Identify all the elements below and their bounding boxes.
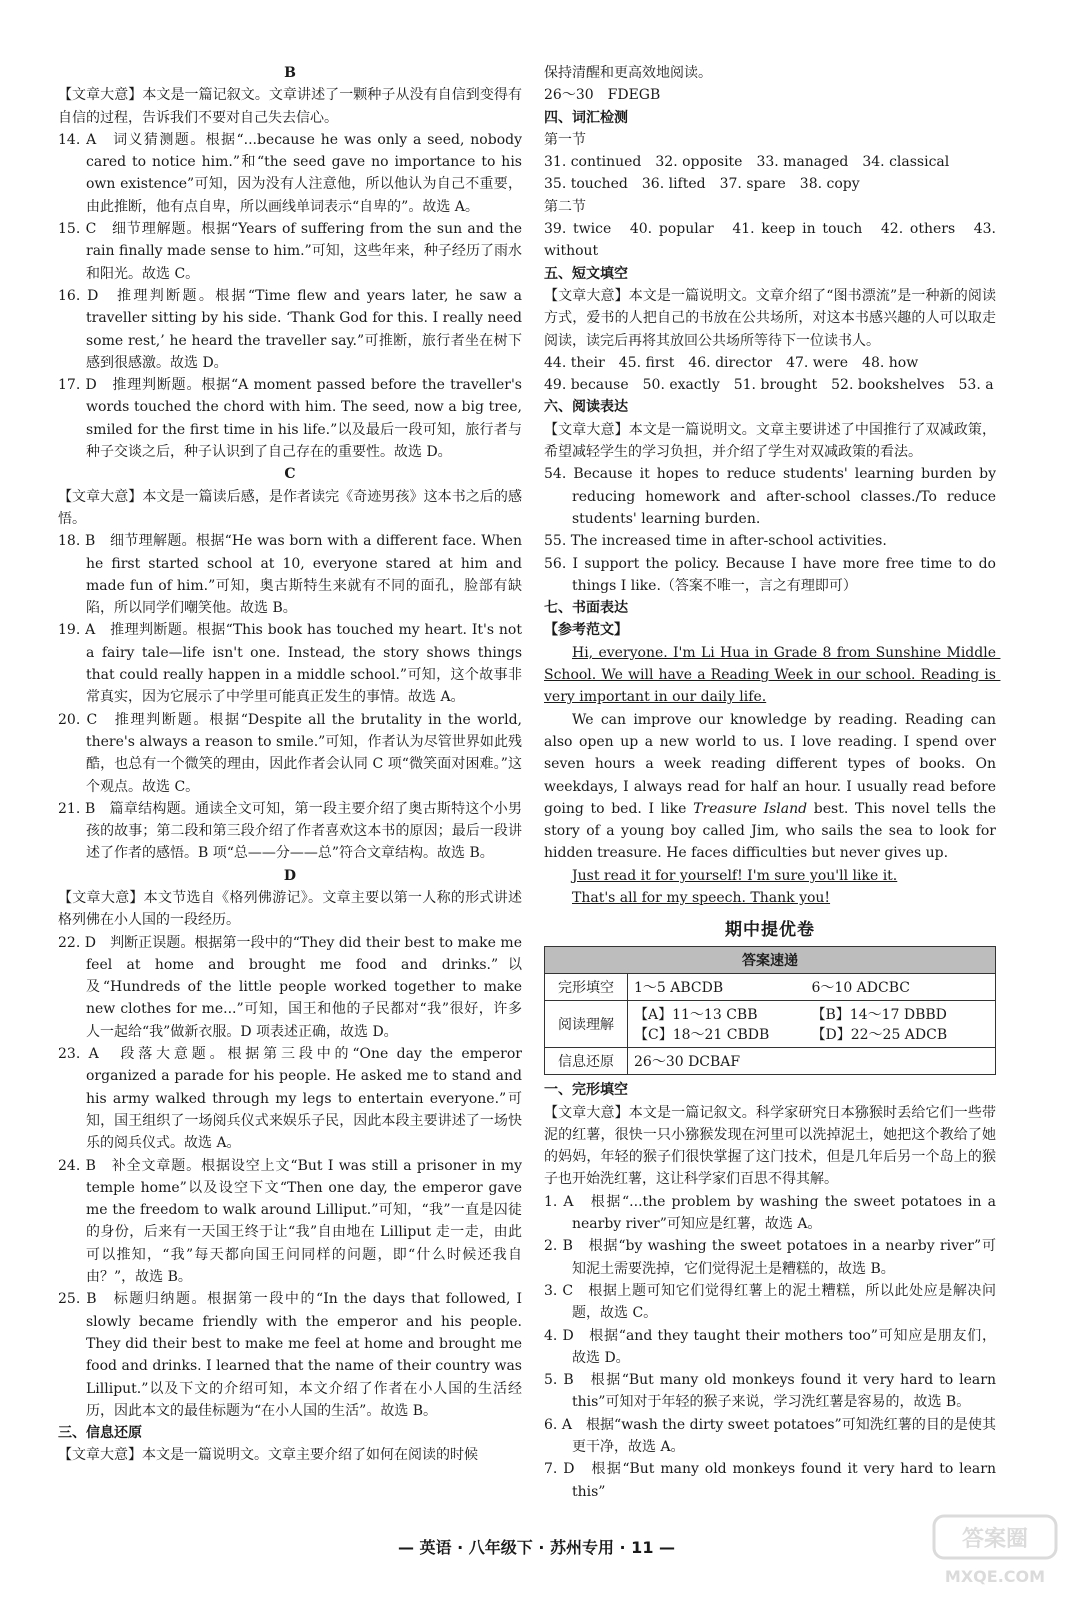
svg-text:MXQE.COM: MXQE.COM xyxy=(944,1567,1046,1586)
left-answer-item: 21. B 篇章结构题。通读全文可知，第一段主要介绍了奥古斯特这个小男孩的故事；第二段和第三段介绍了作者喜欢这本书的原因；最后一段讲述了作者的感悟。B 项“总——分——总”符合文章结构。故选 B。 xyxy=(58,800,522,862)
book-title: Treasure Island xyxy=(693,800,808,817)
essay-paragraph-1: Hi, everyone. I'm Li Hua in Grade 8 from Sunshine Middle School. We will have a Reading Week in our school. Reading is very important in our daily life. xyxy=(544,644,1001,706)
row-label-info: 信息还原 xyxy=(545,1048,628,1075)
essay-paragraph-4: That's all for my speech. Thank you! xyxy=(572,889,831,906)
right-bottom-block xyxy=(544,1079,1001,1503)
essay-paragraph-2: We can improve our knowledge by reading. Reading can also open up a new world to us. I love reading. I spend over seven hours a week reading different types of books. On weekdays, I always read for half an hour. I usually read before going to bed. I like Treasure Island best. This novel tells the story of a young boy called Jim, who sails the sea to look for hidden treasure. He faces difficulties but never gives up. xyxy=(544,711,1001,862)
right-paragraph: 第一节 xyxy=(544,131,586,148)
left-answer-item: 22. D 判断正误题。根据第一段中的“They did their best to make me feel at home and brought me food and drinks.”以及“Hundreds of the little people worked together to make new clothes for me...”可知，国王和他的子民都对“我”很好，许多人一起给“我”做新衣服。D 项表述正确，故选 D。 xyxy=(58,934,527,1040)
right-answer-item: 55. The increased time in after-school activities. xyxy=(544,533,887,550)
page-footer: — 英语 · 八年级下 · 苏州专用 · 11 — xyxy=(397,1538,676,1557)
right-paragraph: 第二节 xyxy=(544,198,586,215)
right-section-heading: 四、词汇检测 xyxy=(544,109,628,126)
right-top-block xyxy=(544,62,1001,642)
left-answer-item: 16. D 推理判断题。根据“Time flew and years later, he saw a traveller sitting by his side. ‘Thank God for this. I really need some rest,’ he heard the traveller say.”可推断，旅行者坐在树下感到很感激。故选 D。 xyxy=(58,287,527,371)
right-section-heading: 五、短文填空 xyxy=(544,265,628,282)
left-paragraph: 【文章大意】本文是一篇说明文。文章主要介绍了如何在阅读的时候 xyxy=(58,1447,478,1464)
right-paragraph: 26～30 FDEGB xyxy=(544,87,661,104)
right-answer-item: 56. I support the policy. Because I have more free time to do things I like.（答案不唯一，言之有理即可） xyxy=(544,555,1001,594)
right-paragraph: 【文章大意】本文是一篇记叙文。科学家研究日本猕猴时丢给它们一些带泥的红薯，很快一只小猕猴发现在河里可以洗掉泥土，她把这个教给了她的妈妈，年轻的猴子们很快掌握了这门技术，但是几年后另一个岛上的猴子也开始洗红薯，这让科学家们百思不得其解。 xyxy=(544,1104,996,1188)
row-values-reading: 【A】11～13 CBB 【B】14～17 DBBD 【C】18～21 CBDB 【D】22～25 ADCB xyxy=(628,1001,996,1048)
right-paragraph: 49. because 50. exactly 51. brought 52. bookshelves 53. a xyxy=(544,377,994,394)
left-column xyxy=(58,62,527,1467)
left-passage-heading: D xyxy=(283,867,297,884)
right-paragraph: 39. twice 40. popular 41. keep in touch 42. others 43. without xyxy=(544,221,1001,260)
right-section-heading: 一、完形填空 xyxy=(544,1082,628,1099)
right-answer-item: 1. A 根据“...the problem by washing the sweet potatoes in a nearby river”可知应是红薯，故选 A。 xyxy=(544,1193,1001,1233)
left-answer-item: 19. A 推理判断题。根据“This book has touched my heart. It's not a fairy tale—life isn't one. Instead, the story shows things that could really happen in a middle school.”可知，这个故事非常真实，因为它展示了中学里可能真正发生的事情。故选 A。 xyxy=(58,622,527,706)
right-paragraph: 保持清醒和更高效地阅读。 xyxy=(544,65,712,81)
left-answer-item: 24. B 补全文章题。根据设空上文“But I was still a prisoner in my temple home”以及设空下文“Then one day, the emperor gave me the freedom to walk around Lilliput.”可知，“我”一直是囚徒的身份，后来有一天国王终于让“我”自由地在 Lilliput 走一走，由此可以推知，“我”每天都向国王问同样的问题，即“什么时候还我自由？”，故选 B。 xyxy=(58,1157,527,1286)
left-passage-heading: B xyxy=(284,65,296,81)
watermark-logo xyxy=(930,1510,1060,1590)
right-section-heading: 六、阅读表达 xyxy=(544,399,628,416)
row-label-reading: 阅读理解 xyxy=(545,1001,628,1048)
left-passage-heading: C xyxy=(284,466,296,483)
right-answer-item: 6. A 根据“wash the dirty sweet potatoes”可知洗红薯的目的是使其更干净，故选 A。 xyxy=(544,1416,996,1456)
left-section-heading: 三、信息还原 xyxy=(58,1425,142,1442)
right-answer-item: 2. B 根据“by washing the sweet potatoes in a nearby river”可知泥土需要洗掉，它们觉得泥土是糟糕的，故选 B。 xyxy=(544,1238,996,1277)
answer-table-head: 答案速递 xyxy=(545,947,996,974)
row-values-info: 26～30 DCBAF xyxy=(628,1048,996,1075)
right-answer-item: 54. Because it hopes to reduce students' learning burden by reducing homework and after-school classes./To reduce students' learning burden. xyxy=(544,466,1001,527)
left-answer-item: 23. A 段落大意题。根据第三段中的“One day the emperor organized a parade for his people. He asked me to stand and his army walked through my legs to entertain everyone.”可知，国王组织了一场阅兵仪式来娱乐子民，因此本段主要讲述了一场快乐的阅兵仪式。故选 A。 xyxy=(58,1046,527,1152)
right-paragraph: 35. touched 36. lifted 37. spare 38. copy xyxy=(544,176,860,193)
essay-paragraph-3: Just read it for yourself! I'm sure you'll like it. xyxy=(572,867,898,884)
left-answer-item: 25. B 标题归纳题。根据第一段中的“In the days that followed, I slowly became friendly with the emperor and his people. They did their best to make me feel at home and brought me food and drinks. I learned that the name of their country was Lilliput.”以及下文的介绍可知，本文介绍了作者在小人国的生活经历，因此本文的最佳标题为“在小人国的生活”。故选 B。 xyxy=(58,1291,527,1419)
right-paragraph: 【文章大意】本文是一篇说明文。文章主要讲述了中国推行了双减政策，希望减轻学生的学习负担，并介绍了学生对双减政策的看法。 xyxy=(544,421,996,461)
right-answer-item: 7. D 根据“But many old monkeys found it very hard to learn this” xyxy=(544,1461,1001,1500)
right-answer-item: 5. B 根据“But many old monkeys found it very hard to learn this”可知对于年轻的猴子来说，学习洗红薯是容易的，故选 B。 xyxy=(544,1372,1001,1411)
left-answer-item: 20. C 推理判断题。根据“Despite all the brutality in the world, there's always a reason to smile.”可知，作者认为尽管世界如此残酷，也总有一个微笑的理由，因此作者会认同 C 项“微笑面对困难。”这个观点。故选 C。 xyxy=(58,711,527,795)
right-section-heading: 【参考范文】 xyxy=(544,622,628,639)
right-answer-item: 3. C 根据上题可知它们觉得红薯上的泥土糟糕，所以此处应是解决问题，故选 C。 xyxy=(544,1282,996,1322)
right-paragraph: 44. their 45. first 46. director 47. were 48. how xyxy=(544,354,919,371)
right-section-heading: 七、书面表达 xyxy=(544,600,628,617)
model-essay xyxy=(544,642,1001,910)
right-answer-item: 4. D 根据“and they taught their mothers too”可知应是朋友们，故选 D。 xyxy=(544,1327,996,1366)
left-paragraph: 【文章大意】本文是一篇读后感，是作者读完《奇迹男孩》这本书之后的感悟。 xyxy=(58,488,522,527)
svg-text:答案圈: 答案圈 xyxy=(961,1527,1029,1552)
row-values-cloze: 1～5 ABCDB 6～10 ADCBC xyxy=(628,974,996,1001)
right-paragraph: 31. continued 32. opposite 33. managed 34. classical xyxy=(544,154,950,171)
answer-table xyxy=(544,946,996,1075)
left-paragraph: 【文章大意】本文是一篇记叙文。文章讲述了一颗种子从没有自信到变得有自信的过程，告诉我们不要对自己失去信心。 xyxy=(58,87,522,126)
right-paragraph: 【文章大意】本文是一篇说明文。文章介绍了“图书漂流”是一种新的阅读方式，爱书的人把自己的书放在公共场所，对这本书感兴趣的人可以取走阅读，读完后再将其放回公共场所等待下一位读书人。 xyxy=(544,287,996,349)
exam-title: 期中提优卷 xyxy=(725,920,815,941)
right-column xyxy=(544,62,1001,1503)
left-answer-item: 18. B 细节理解题。根据“He was born with a different face. When he first started school at 10, everyone stared at him and made fun of him.”可知，奥古斯特生来就有不同的面孔，脸部有缺陷，所以同学们嘲笑他。故选 B。 xyxy=(58,533,527,617)
left-answer-item: 14. A 词义猜测题。根据“...because he was only a seed, nobody cared to notice him.”和“the seed gave no importance to his own existence”可知，因为没有人注意他，所以他认为自己不重要，由此推断，他有点自卑，所以画线单词表示“自卑的”。故选 A。 xyxy=(58,131,527,215)
left-paragraph: 【文章大意】本文节选自《格列佛游记》。文章主要以第一人称的形式讲述格列佛在小人国的一段经历。 xyxy=(58,889,522,929)
left-answer-item: 15. C 细节理解题。根据“Years of suffering from the sun and the rain finally made sense to him.”可知，这些年来，种子经历了雨水和阳光。故选 C。 xyxy=(58,221,527,282)
left-answer-item: 17. D 推理判断题。根据“A moment passed before the traveller's words touched the chord with him. The seed, now a big tree, smiled for the first time in his life.”以及最后一段可知，旅行者与种子交谈之后，种子认识到了自己存在的重要性。故选 D。 xyxy=(58,377,527,461)
row-label-cloze: 完形填空 xyxy=(545,974,628,1001)
